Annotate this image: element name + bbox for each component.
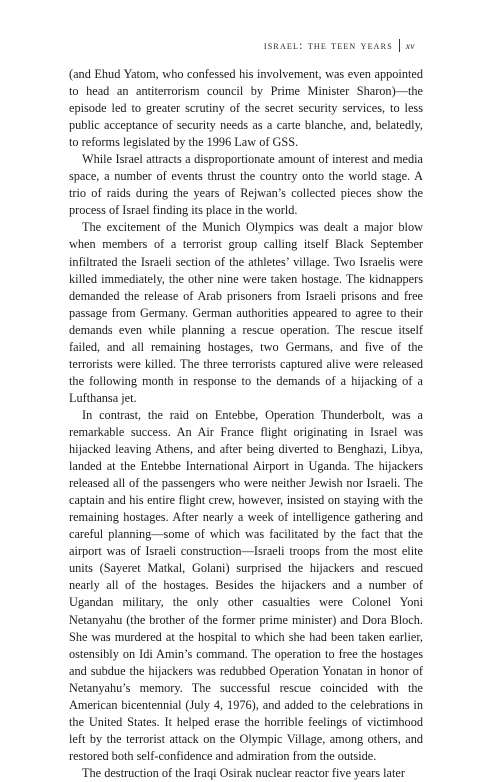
body-text [69, 66, 423, 782]
paragraph-continued: (and Ehud Yatom, who confessed his involvement, was even appointed to head an antiterrorism council by Prime Minister Sharon)—the episode led to greater scrutiny of the secret security services, to less public acceptance of security needs as a carte blanche, and, belatedly, to reforms legislated by the 1996 Law of GSS. [69, 67, 423, 150]
page-number: xv [405, 41, 415, 51]
paragraph-world-stage: While Israel attracts a disproportionate amount of interest and media space, a number of events thrust the country onto the world stage. A trio of raids during the years of Rejwan’s collected pieces show the process of Israel finding its place in the world. [69, 152, 423, 218]
paragraph-entebbe: In contrast, the raid on Entebbe, Operation Thunderbolt, was a remarkable success. An Air France flight originating in Israel was hijacked leaving Athens, and after being diverted to Benghazi, Libya, landed at the Entebbe International Airport in Uganda. The hijackers released all of the passengers who were neither Jewish nor Israeli. The captain and his entire flight crew, however, insisted on staying with the remaining hostages. After nearly a week of intelligence gathering and careful planning—some of which was facilitated by the fact that the airport was of Israeli construction—Israeli troops from the most elite units (Sayeret Matkal, Golani) surprised the hijackers and rescued nearly all of the hostages. Besides the hijackers and a number of Ugandan military, the only other casualties were Colonel Yoni Netanyahu (the brother of the former prime minister) and Dora Bloch. She was murdered at the hospital to which she had been taken earlier, ostensibly on Idi Amin’s command. The operation to free the hostages and subdue the hijackers was redubbed Operation Yonatan in honor of Netanyahu’s memory. The successful rescue coincided with the American bicentennial (July 4, 1976), and added to the celebrations in the United States. It helped erase the horrible feelings of victimhood left by the terrorist attack on the Olympic Village, among others, and restored both self-confidence and admiration from the outside. [69, 407, 423, 763]
header-divider [399, 39, 400, 52]
running-head [264, 38, 415, 53]
paragraph-osirak: The destruction of the Iraqi Osirak nuclear reactor five years later [82, 765, 405, 780]
running-title: israel: the teen years [263, 38, 393, 52]
paragraph-munich: The excitement of the Munich Olympics was dealt a major blow when members of a terrorist group calling itself Black September infiltrated the Israeli section of the athletes’ village. Two Israelis were killed immediately, the other nine were taken hostage. The kidnappers demanded the release of Arab prisoners from Israeli prisons and free passage from Germany. German authorities appeared to agree to their demands even while planning a rescue operation. The rescue itself failed, and all remaining hostages, two Germans, and five of the terrorists were killed. The three terrorists captured alive were released the following month in response to the demands of a hijacking of a Lufthansa jet. [69, 220, 423, 405]
